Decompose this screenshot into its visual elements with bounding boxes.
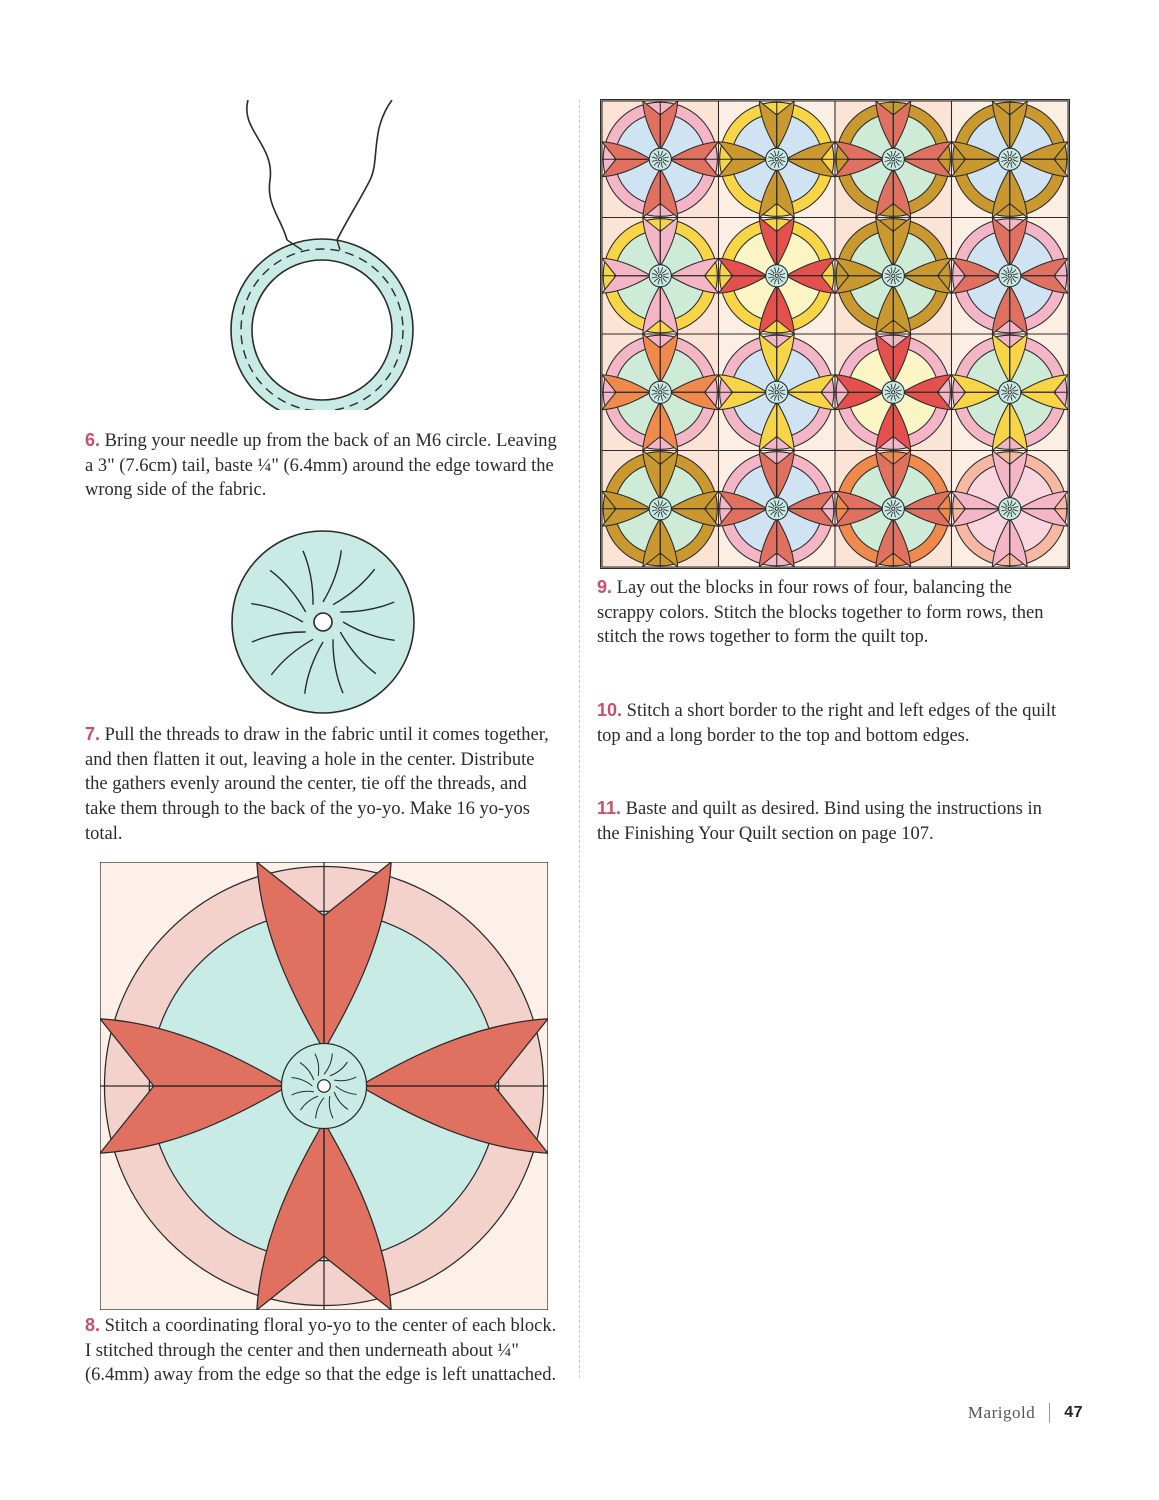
quilt-block — [835, 101, 952, 218]
quilt-block — [719, 334, 836, 451]
step-10 — [597, 698, 1067, 748]
quilt-block — [835, 334, 952, 451]
quilt-block — [952, 334, 1069, 451]
quilt-block — [719, 218, 836, 335]
quilt-block — [602, 334, 719, 451]
step-number: 9. — [597, 577, 613, 597]
step-text: Stitch a short border to the right and left edges of the quilt top and a long border to the top and bottom edges. — [597, 701, 1057, 746]
footer-separator — [1049, 1403, 1050, 1423]
single-block-illustration — [100, 862, 548, 1310]
step-6 — [85, 428, 560, 503]
step-7 — [85, 722, 560, 847]
book-title: Marigold — [967, 1403, 1036, 1422]
quilt-block — [952, 101, 1069, 218]
step-text: Baste and quilt as desired. Bind using the instructions in the Finishing Your Quilt section on page 107. — [597, 799, 1042, 844]
quilt-block — [602, 451, 719, 568]
basted-circle-illustration — [220, 100, 420, 410]
step-number: 8. — [85, 1315, 101, 1335]
page-number: 47 — [1064, 1404, 1083, 1421]
quilt-block — [835, 451, 952, 568]
quilt-block — [719, 101, 836, 218]
quilt-block — [100, 862, 548, 1310]
step-text: Stitch a coordinating floral yo-yo to the center of each block. I stitched through the center and then underneath about ¼" (6.4mm) away from the edge so that the edge is left unattached. — [85, 1316, 557, 1386]
quilt-block — [952, 218, 1069, 335]
step-number: 11. — [597, 798, 622, 818]
quilt-top-illustration — [600, 99, 1070, 569]
column-divider — [579, 100, 580, 1378]
step-text: Lay out the blocks in four rows of four, balancing the scrappy colors. Stitch the blocks together to form rows, then stitch the rows together to form the quilt top. — [597, 578, 1044, 648]
quilt-block — [835, 218, 952, 335]
yoyo-illustration — [228, 530, 418, 720]
quilt-block — [952, 451, 1069, 568]
step-number: 7. — [85, 724, 101, 744]
page-footer — [968, 1403, 1083, 1423]
step-text: Pull the threads to draw in the fabric until it comes together, and then flatten it out, leaving a hole in the center. Distribute the gathers evenly around the center, tie off the threads, and take them through to the back of the yo-yo. Make 16 yo-yos total. — [85, 725, 549, 844]
quilt-block — [719, 451, 836, 568]
step-11 — [597, 796, 1067, 846]
quilt-block — [602, 101, 719, 218]
quilt-block — [602, 218, 719, 335]
step-9 — [597, 575, 1067, 650]
step-8 — [85, 1313, 560, 1388]
step-number: 10. — [597, 700, 623, 720]
step-number: 6. — [85, 430, 101, 450]
step-text: Bring your needle up from the back of an M6 circle. Leaving a 3" (7.6cm) tail, baste ¼" (6.4mm) around the edge toward the wrong side of the fabric. — [85, 431, 557, 501]
